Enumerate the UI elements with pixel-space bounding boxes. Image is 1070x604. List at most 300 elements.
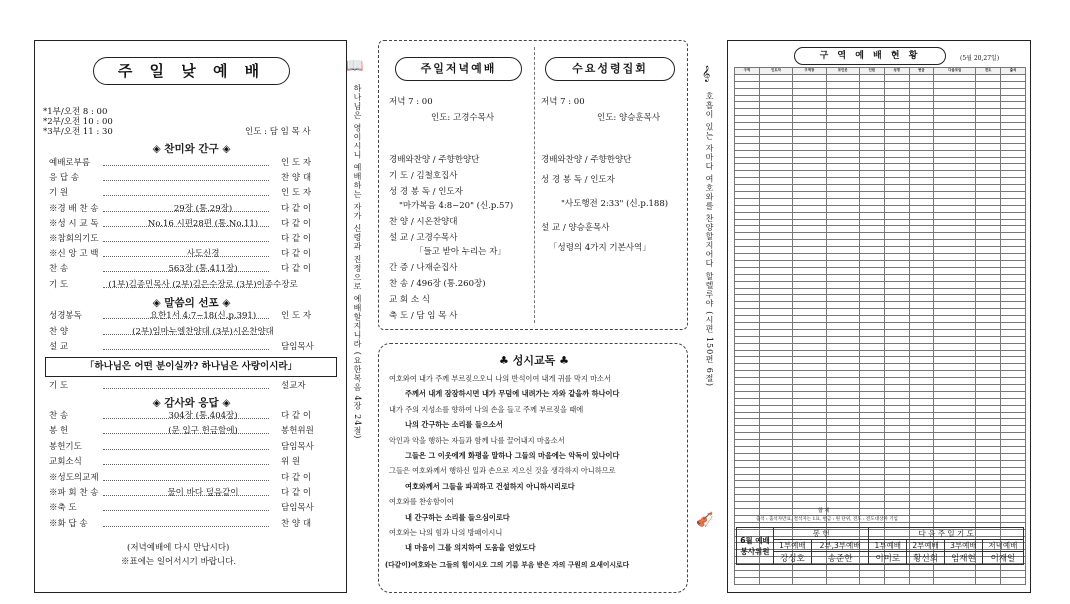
order-item-person: 인 도 자: [281, 188, 312, 199]
report-cell: [884, 412, 909, 419]
report-cell: [934, 398, 976, 405]
report-cell: [909, 350, 934, 357]
report-row: [735, 322, 1026, 329]
report-cell: [735, 336, 760, 343]
report-cell: [909, 460, 934, 467]
report-cell: [735, 440, 760, 447]
report-cell: [735, 467, 760, 474]
report-cell: [826, 419, 859, 426]
report-cell: [735, 446, 760, 453]
report-cell: [735, 198, 760, 205]
report-cell: [826, 495, 859, 502]
report-row: [735, 433, 1026, 440]
report-cell: [859, 192, 884, 199]
report-cell: [976, 240, 1001, 247]
report-cell: [793, 109, 826, 116]
report-cell: [859, 116, 884, 123]
report-cell: [859, 254, 884, 261]
report-cell: [735, 267, 760, 274]
report-cell: [826, 109, 859, 116]
report-cell: [884, 150, 909, 157]
report-cell: [759, 453, 792, 460]
report-cell: [759, 171, 792, 178]
report-cell: [884, 433, 909, 440]
duty-col-label: 2부,3부예배: [811, 540, 869, 552]
report-cell: [1001, 198, 1026, 205]
report-cell: [735, 357, 760, 364]
report-cell: [759, 240, 792, 247]
order-item-person: 찬 양 대: [281, 518, 312, 529]
order-item-person: 봉헌위원: [281, 426, 314, 437]
report-cell: [884, 350, 909, 357]
report-cell: [909, 295, 934, 302]
report-cell: [793, 254, 826, 261]
report-cell: [859, 577, 884, 584]
report-cell: [793, 123, 826, 130]
report-cell: [793, 446, 826, 453]
report-cell: [934, 74, 976, 81]
report-cell: [859, 171, 884, 178]
report-cell: [826, 384, 859, 391]
report-cell: [735, 219, 760, 226]
report-cell: [976, 405, 1001, 412]
report-cell: [884, 123, 909, 130]
report-row: [735, 378, 1026, 385]
report-cell: [793, 329, 826, 336]
report-cell: [826, 254, 859, 261]
report-cell: [1001, 440, 1026, 447]
report-cell: [735, 185, 760, 192]
report-cell: [826, 157, 859, 164]
report-cell: [793, 157, 826, 164]
report-cell: [909, 509, 934, 516]
order-item-person: 담임목사: [281, 503, 314, 514]
side-verse-left: 하나님은 영이시니 예배하는 자가 신령과 진정으로 예배할지니라 (요한복음 4장 24절): [353, 84, 362, 440]
report-cell: [934, 495, 976, 502]
report-cell: [934, 343, 976, 350]
report-cell: [884, 398, 909, 405]
report-cell: [934, 412, 976, 419]
report-cell: [793, 295, 826, 302]
report-row: [735, 136, 1026, 143]
report-row: [735, 192, 1026, 199]
report-cell: [859, 260, 884, 267]
report-cell: [934, 378, 976, 385]
report-cell: [909, 95, 934, 102]
report-cell: [1001, 412, 1026, 419]
report-cell: [884, 309, 909, 316]
report-cell: [826, 502, 859, 509]
report-cell: [909, 116, 934, 123]
report-cell: [735, 254, 760, 261]
report-cell: [859, 164, 884, 171]
report-cell: [976, 350, 1001, 357]
service-time-1: *1부/오전 8 : 00: [43, 107, 108, 117]
report-cell: [759, 123, 792, 130]
report-cell: [884, 164, 909, 171]
report-cell: [976, 509, 1001, 516]
report-cell: [759, 309, 792, 316]
report-cell: [884, 502, 909, 509]
report-cell: [793, 433, 826, 440]
report-cell: [1001, 384, 1026, 391]
report-cell: [1001, 467, 1026, 474]
report-cell: [759, 357, 792, 364]
report-row: [735, 247, 1026, 254]
report-cell: [793, 288, 826, 295]
report-cell: [735, 247, 760, 254]
report-cell: [759, 481, 792, 488]
duty-name: 이재일: [982, 552, 1023, 565]
report-cell: [735, 95, 760, 102]
report-cell: [909, 502, 934, 509]
report-cell: [909, 260, 934, 267]
order-item-detail: (문 입구 헌금함에): [168, 426, 238, 437]
report-cell: [976, 336, 1001, 343]
report-cell: [934, 371, 976, 378]
report-cell: [934, 426, 976, 433]
report-cell: [934, 102, 976, 109]
report-cell: [759, 205, 792, 212]
report-cell: [826, 192, 859, 199]
evening-item: 찬 양 / 시온찬양대: [389, 217, 458, 227]
report-cell: [793, 398, 826, 405]
report-cell: [884, 577, 909, 584]
report-cell: [859, 302, 884, 309]
report-cell: [859, 123, 884, 130]
report-cell: [1001, 274, 1026, 281]
report-cell: [909, 198, 934, 205]
report-cell: [759, 474, 792, 481]
report-cell: [884, 212, 909, 219]
report-cell: [909, 212, 934, 219]
report-row: [735, 240, 1026, 247]
report-cell: [1001, 81, 1026, 88]
report-cell: [934, 440, 976, 447]
report-cell: [859, 329, 884, 336]
report-cell: [735, 322, 760, 329]
report-cell: [735, 488, 760, 495]
report-cell: [759, 460, 792, 467]
report-cell: [909, 247, 934, 254]
report-row: [735, 205, 1026, 212]
report-cell: [826, 247, 859, 254]
report-cell: [934, 212, 976, 219]
report-cell: [909, 357, 934, 364]
report-cell: [884, 405, 909, 412]
report-cell: [1001, 226, 1026, 233]
reading-line: (다같이)여호와는 그들의 힘이시오 그의 기름 부음 받은 자의 구원의 요새이시로다: [385, 560, 630, 569]
report-title: 구 역 예 배 현 황: [794, 47, 946, 65]
report-cell: [759, 288, 792, 295]
report-cell: [934, 357, 976, 364]
report-cell: [735, 412, 760, 419]
footer-stand-note: ※표에는 일어서시기 바랍니다.: [121, 557, 237, 567]
report-cell: [909, 309, 934, 316]
report-cell: [1001, 433, 1026, 440]
report-cell: [934, 433, 976, 440]
order-item-person: 위 원: [281, 457, 301, 468]
report-cell: [759, 81, 792, 88]
report-cell: [934, 95, 976, 102]
report-cell: [826, 150, 859, 157]
report-cell: [859, 384, 884, 391]
report-cell: [909, 426, 934, 433]
report-row: [735, 130, 1026, 137]
report-cell: [976, 440, 1001, 447]
report-cell: [976, 136, 1001, 143]
report-cell: [934, 157, 976, 164]
evening-item: 축 도 / 담 임 목 사: [389, 311, 458, 321]
report-cell: [826, 357, 859, 364]
report-row: [735, 571, 1026, 578]
report-cell: [976, 343, 1001, 350]
report-cell: [884, 185, 909, 192]
order-item-detail: 요한1서 4:7~18(신.p.391): [149, 311, 257, 321]
report-cell: [826, 267, 859, 274]
report-cell: [909, 102, 934, 109]
report-cell: [1001, 364, 1026, 371]
wednesday-item: 설 교 / 양승훈목사: [541, 223, 610, 233]
report-cell: [976, 329, 1001, 336]
report-cell: [793, 384, 826, 391]
report-cell: [884, 446, 909, 453]
report-cell: [859, 571, 884, 578]
report-cell: [884, 274, 909, 281]
report-cell: [909, 433, 934, 440]
report-cell: [826, 488, 859, 495]
report-cell: [934, 136, 976, 143]
report-cell: [826, 130, 859, 137]
report-cell: [759, 260, 792, 267]
report-cell: [759, 495, 792, 502]
report-cell: [735, 453, 760, 460]
report-row: [735, 453, 1026, 460]
report-cell: [826, 205, 859, 212]
report-cell: [934, 233, 976, 240]
report-row: [735, 440, 1026, 447]
report-cell: [1001, 150, 1026, 157]
report-cell: [793, 426, 826, 433]
report-cell: [793, 102, 826, 109]
report-cell: [759, 384, 792, 391]
report-cell: [1001, 95, 1026, 102]
report-col-header: 다음모임: [934, 68, 976, 75]
duty-name: 황선희: [907, 552, 945, 565]
report-cell: [909, 322, 934, 329]
report-cell: [909, 267, 934, 274]
order-item-label: ※참회의기도: [49, 234, 99, 244]
duty-col-label: 1부예배: [869, 540, 907, 552]
report-cell: [826, 178, 859, 185]
report-cell: [934, 322, 976, 329]
order-item-label: ※경 배 찬 송: [49, 203, 99, 214]
report-cell: [909, 336, 934, 343]
report-cell: [909, 81, 934, 88]
report-cell: [859, 240, 884, 247]
report-cell: [759, 322, 792, 329]
order-item-detail: 사도신경: [186, 249, 220, 260]
report-cell: [934, 446, 976, 453]
duty-col-label: 저녁예배: [982, 540, 1023, 552]
report-cell: [735, 433, 760, 440]
report-cell: [976, 322, 1001, 329]
section-word: ◈ 말씀의 선포 ◈: [152, 297, 231, 309]
report-row: [735, 102, 1026, 109]
report-cell: [1001, 192, 1026, 199]
report-cell: [1001, 185, 1026, 192]
report-row: [735, 364, 1026, 371]
report-cell: [934, 481, 976, 488]
report-cell: [934, 109, 976, 116]
report-cell: [976, 302, 1001, 309]
report-cell: [1001, 460, 1026, 467]
report-cell: [859, 95, 884, 102]
order-item-label: ※화 답 송: [49, 518, 88, 529]
report-cell: [793, 350, 826, 357]
report-cell: [859, 350, 884, 357]
order-item-person: 찬 양 대: [281, 173, 312, 184]
report-cell: [859, 509, 884, 516]
duty-offering-head: 봉 헌: [774, 528, 869, 540]
report-cell: [934, 185, 976, 192]
report-row: [735, 467, 1026, 474]
report-cell: [793, 440, 826, 447]
report-row: [735, 164, 1026, 171]
report-cell: [735, 74, 760, 81]
order-item-person: 다 같 이: [281, 411, 312, 421]
report-cell: [884, 488, 909, 495]
report-cell: [884, 378, 909, 385]
report-cell: [735, 212, 760, 219]
report-cell: [934, 281, 976, 288]
report-cell: [884, 460, 909, 467]
report-cell: [976, 274, 1001, 281]
evening-item: 간 증 / 나재순집사: [389, 263, 458, 273]
report-col-header: 출석: [1001, 68, 1026, 75]
reading-line: 여호와께서 그들을 파괴하고 건설하지 아니하시리로다: [405, 481, 575, 491]
report-cell: [859, 322, 884, 329]
report-cell: [884, 440, 909, 447]
report-cell: [976, 130, 1001, 137]
report-cell: [793, 81, 826, 88]
report-cell: [793, 116, 826, 123]
report-cell: [934, 350, 976, 357]
report-cell: [1001, 329, 1026, 336]
report-cell: [759, 343, 792, 350]
report-cell: [826, 481, 859, 488]
wednesday-time: 저녁 7 : 00: [541, 97, 585, 107]
report-cell: [884, 343, 909, 350]
row-leader-dots: [103, 510, 269, 511]
order-item-label: 봉헌기도: [49, 441, 82, 452]
report-cell: [793, 267, 826, 274]
report-cell: [793, 274, 826, 281]
report-cell: [759, 378, 792, 385]
order-item-label: 성경봉독: [49, 311, 82, 321]
report-cell: [934, 419, 976, 426]
report-cell: [735, 371, 760, 378]
report-cell: [735, 274, 760, 281]
report-cell: [859, 357, 884, 364]
report-cell: [884, 316, 909, 323]
report-cell: [859, 453, 884, 460]
report-cell: [976, 254, 1001, 261]
report-cell: [1001, 302, 1026, 309]
report-row: [735, 412, 1026, 419]
report-cell: [859, 198, 884, 205]
report-cell: [976, 226, 1001, 233]
report-cell: [1001, 474, 1026, 481]
report-cell: [859, 316, 884, 323]
report-cell: [976, 81, 1001, 88]
report-cell: [909, 474, 934, 481]
report-cell: [909, 481, 934, 488]
report-cell: [859, 247, 884, 254]
wednesday-title: 수요성령집회: [545, 57, 675, 81]
report-cell: [759, 130, 792, 137]
report-cell: [1001, 109, 1026, 116]
report-cell: [759, 577, 792, 584]
order-item-detail: (2부)임마누엘찬양대 (3부)시온찬양대: [132, 326, 274, 337]
reading-line: 그들은 그 이웃에게 화평을 말하나 그들의 마음에는 악독이 있나이다: [405, 451, 620, 460]
order-item-person: 인 도 자: [281, 311, 312, 321]
report-cell: [976, 281, 1001, 288]
report-cell: [735, 150, 760, 157]
order-item-label: 응 답 송: [49, 173, 80, 184]
report-cell: [976, 378, 1001, 385]
report-cell: [934, 130, 976, 137]
report-cell: [934, 260, 976, 267]
report-cell: [735, 391, 760, 398]
report-cell: [793, 577, 826, 584]
report-cell: [976, 481, 1001, 488]
order-item-person: 담임목사: [281, 441, 314, 452]
report-cell: [976, 143, 1001, 150]
order-item-detail: No.16 시편28편 (통.No.11): [147, 218, 259, 229]
report-cell: [826, 309, 859, 316]
report-cell: [976, 123, 1001, 130]
report-cell: [976, 391, 1001, 398]
report-cell: [934, 171, 976, 178]
report-cell: [826, 295, 859, 302]
report-row: [735, 185, 1026, 192]
report-cell: [759, 88, 792, 95]
report-cell: [826, 226, 859, 233]
order-item-label: ※성도의교제: [49, 472, 99, 483]
report-cell: [793, 302, 826, 309]
report-cell: [909, 171, 934, 178]
service-leader: 인도 : 담 임 목 사: [245, 127, 311, 137]
report-cell: [934, 364, 976, 371]
report-row: [735, 260, 1026, 267]
report-cell: [735, 419, 760, 426]
report-table: [734, 67, 1026, 585]
report-cell: [859, 212, 884, 219]
report-cell: [934, 502, 976, 509]
report-cell: [735, 350, 760, 357]
report-cell: [934, 316, 976, 323]
report-row: [735, 350, 1026, 357]
report-cell: [859, 405, 884, 412]
report-row: [735, 150, 1026, 157]
report-cell: [934, 198, 976, 205]
report-cell: [826, 233, 859, 240]
report-cell: [909, 329, 934, 336]
report-row: [735, 212, 1026, 219]
report-cell: [1001, 205, 1026, 212]
report-cell: [909, 495, 934, 502]
